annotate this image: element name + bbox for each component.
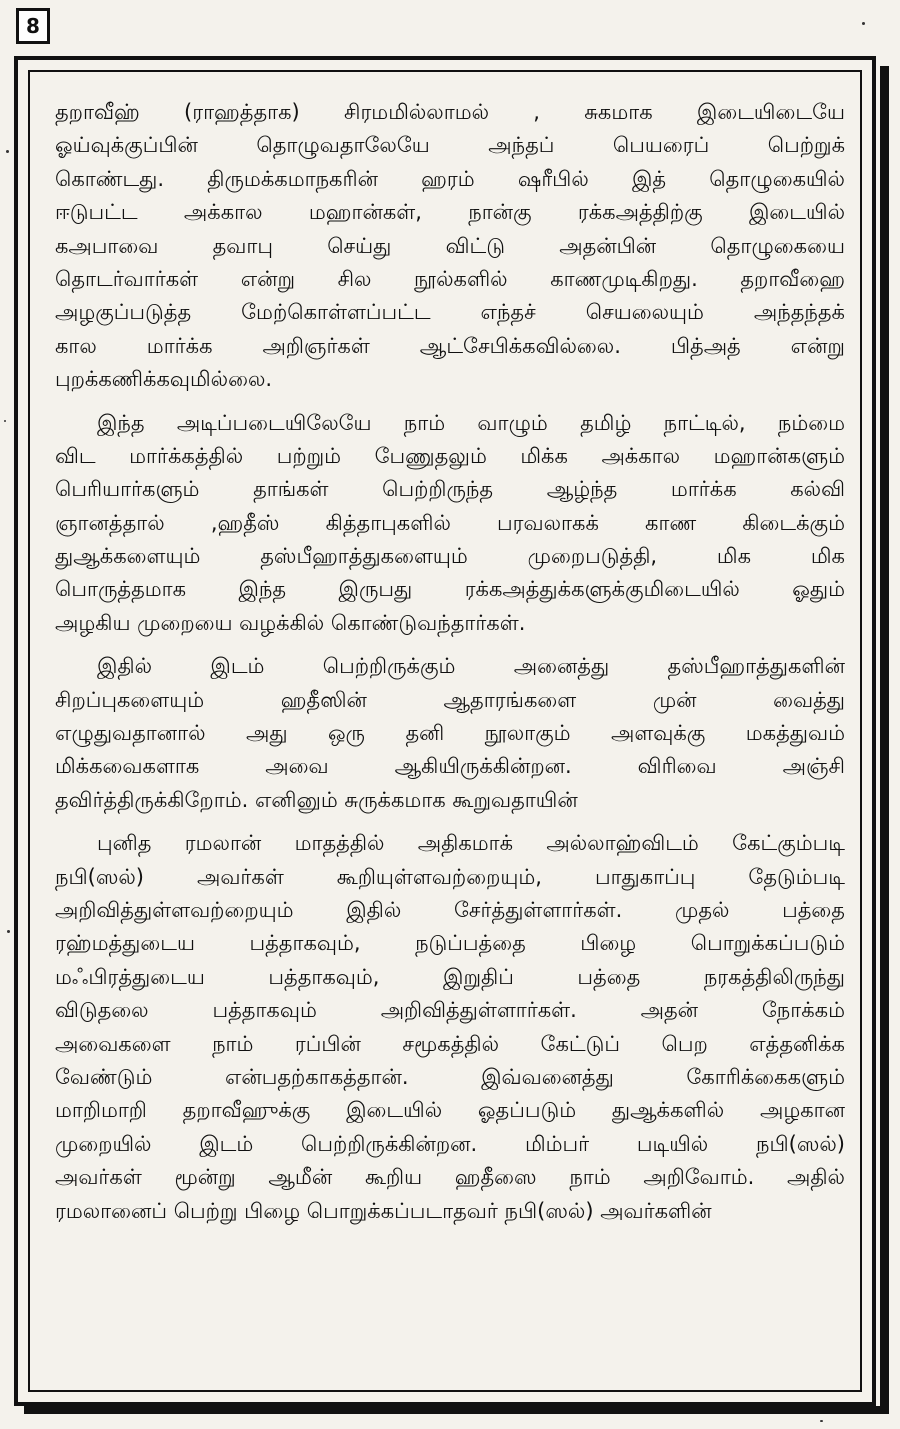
text-line: கால மார்க்க அறிஞர்கள் ஆட்சேபிக்கவில்லை. பித்அத் என்று (55, 333, 845, 358)
text-line: மஃபிரத்துடைய பத்தாகவும், இறுதிப் பத்தை நரகத்திலிருந்து (55, 964, 845, 989)
scan-speck (820, 1420, 823, 1422)
paragraph (55, 96, 845, 397)
text-line: சிறப்புகளையும் ஹதீஸின் ஆதாரங்களை முன் வைத்து (55, 687, 845, 712)
text-line: எழுதுவதானால் அது ஒரு தனி நூலாகும் அளவுக்கு மகத்துவம் (55, 721, 845, 746)
text-line: இந்த அடிப்படையிலேயே நாம் வாழும் தமிழ் நாட்டில், நம்மை (97, 410, 845, 435)
text-line: மிக்கவைகளாக அவை ஆகியிருக்கின்றன. விரிவை அஞ்சி (55, 754, 845, 779)
page-number: 8 (16, 8, 50, 44)
text-line: புறக்கணிக்கவுமில்லை. (55, 367, 273, 392)
text-line: அழகுப்படுத்த மேற்கொள்ளப்பட்ட எந்தச் செயலையும் அந்தந்தக் (55, 300, 845, 325)
text-line: விடுதலை பத்தாகவும் அறிவித்துள்ளார்கள். அதன் நோக்கம் (55, 998, 845, 1023)
scan-speck (862, 22, 865, 25)
text-line: பொருத்தமாக இந்த இருபது ரக்கஅத்துக்களுக்குமிடையில் ஓதும் (55, 577, 845, 602)
text-line: கொண்டது. திருமக்கமாநகரின் ஹரம் ஷரீபில் இத் தொழுகையில் (55, 166, 845, 191)
paragraph (55, 650, 845, 817)
text-line: மாறிமாறி தறாவீஹுக்கு இடையில் ஓதப்படும் துஆக்களில் அழகான (55, 1098, 845, 1123)
text-line: அழகிய முறையை வழக்கில் கொண்டுவந்தார்கள். (55, 610, 526, 635)
text-line: தொடர்வார்கள் என்று சில நூல்களில் காணமுடிகிறது. தறாவீஹை (55, 266, 845, 291)
text-line: விட மார்க்கத்தில் பற்றும் பேணுதலும் மிக்க அக்கால மஹான்களும் (55, 443, 845, 468)
text-line: துஆக்களையும் தஸ்பீஹாத்துகளையும் முறைபடுத்தி, மிக மிக (55, 544, 845, 569)
paragraph (55, 407, 845, 641)
text-line: தறாவீஹ் (ராஹத்தாக) சிரமமில்லாமல் , சுகமாக இடையிடையே (55, 100, 845, 124)
text-line: வேண்டும் என்பதற்காகத்தான். இவ்வனைத்து கோரிக்கைகளும் (55, 1064, 845, 1089)
text-line: நபி(ஸல்) அவர்கள் கூறியுள்ளவற்றையும், பாதுகாப்பு தேடும்படி (55, 864, 845, 889)
text-line: ரமலானைப் பெற்று பிழை பொறுக்கப்படாதவர் நபி(ஸல்) அவர்களின் (55, 1198, 712, 1223)
frame-shadow-bottom (24, 1406, 889, 1414)
scan-speck (4, 420, 6, 422)
text-line: கஅபாவை தவாபு செய்து விட்டு அதன்பின் தொழுகையை (55, 233, 845, 258)
text-line: பெரியார்களும் தாங்கள் பெற்றிருந்த ஆழ்ந்த மார்க்க கல்வி (55, 477, 845, 502)
scan-speck (6, 150, 9, 153)
text-line: ஞானத்தால் ,ஹதீஸ் கித்தாபுகளில் பரவலாகக் காண கிடைக்கும் (55, 510, 845, 535)
text-line: ஈடுபட்ட அக்கால மஹான்கள், நான்கு ரக்கஅத்திற்கு இடையில் (55, 200, 845, 225)
paragraph (55, 827, 845, 1228)
text-line: முறையில் இடம் பெற்றிருக்கின்றன. மிம்பர் படியில் நபி(ஸல்) (55, 1131, 845, 1156)
text-line: அவைகளை நாம் ரப்பின் சமூகத்தில் கேட்டுப் பெற எத்தனிக்க (55, 1031, 845, 1056)
text-line: புனித ரமலான் மாதத்தில் அதிகமாக் அல்லாஹ்விடம் கேட்கும்படி (97, 831, 845, 856)
text-line: ஓய்வுக்குப்பின் தொழுவதாலேயே அந்தப் பெயரைப் பெற்றுக் (55, 133, 845, 158)
text-line: அவர்கள் மூன்று ஆமீன் கூறிய ஹதீஸை நாம் அறிவோம். அதில் (55, 1165, 845, 1190)
frame-shadow-right (880, 66, 889, 1412)
scan-speck (7, 930, 10, 933)
text-line: இதில் இடம் பெற்றிருக்கும் அனைத்து தஸ்பீஹாத்துகளின் (97, 654, 845, 679)
text-line: அறிவித்துள்ளவற்றையும் இதில் சேர்த்துள்ளார்கள். முதல் பத்தை (55, 897, 845, 922)
text-line: தவிர்த்திருக்கிறோம். எனினும் சுருக்கமாக கூறுவதாயின் (55, 787, 578, 812)
document-body (55, 96, 845, 1238)
text-line: ரஹ்மத்துடைய பத்தாகவும், நடுப்பத்தை பிழை பொறுக்கப்படும் (55, 931, 845, 956)
